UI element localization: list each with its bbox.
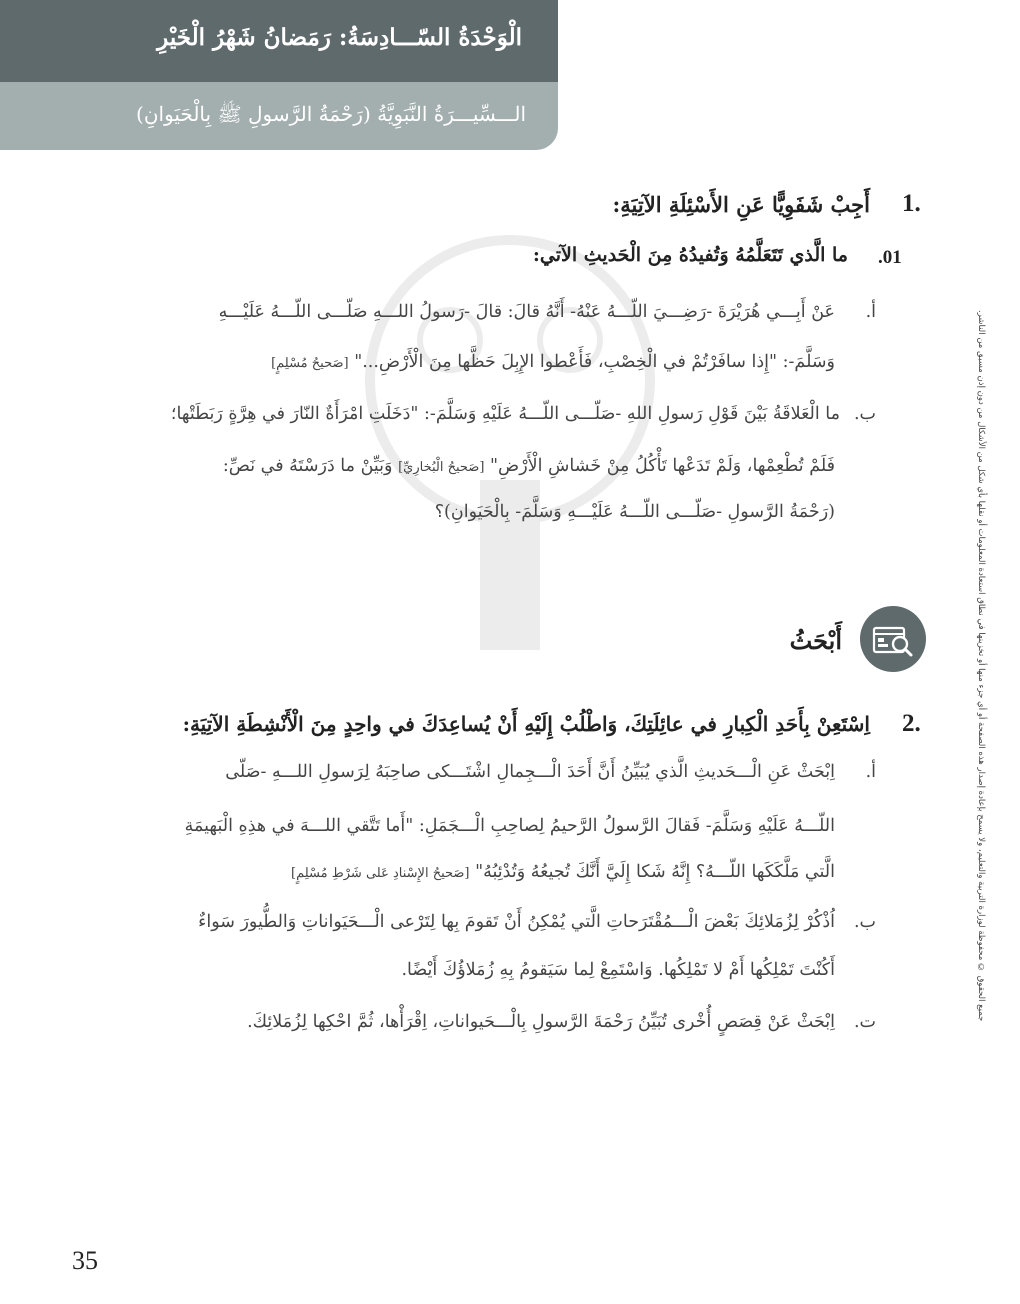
item-marker: ت. — [853, 1012, 876, 1032]
section-1-title: أَجِبْ شَفَوِيًّا عَنِ الأَسْئِلَةِ الآتِيَةِ: — [612, 192, 870, 217]
page-number: 35 — [72, 1246, 98, 1275]
question-01-number: .01 — [878, 247, 902, 268]
activity-line: أَكُنْتَ تَمْلِكُها أَمْ لا تَمْلِكُها. وَاسْتَمِعْ لِما سَيَقومُ بِهِ زُمَلاؤُكَ أَيْضًا. — [401, 960, 835, 980]
hadith-line: عَنْ أَبِـــي هُرَيْرَةَ -رَضِـــيَ اللّـــهُ عَنْهُ- أَنَّهُ قالَ: قالَ -رَسولُ اللـــهِ صَلّـــى اللّـــهُ عَلَيْـــهِ — [218, 302, 835, 322]
activity-line: اِبْحَثْ عَنِ الْـــحَديثِ الَّذي يُبَيِّنُ أَنَّ أَحَدَ الْـــجِمالِ اشْتَـــكى صاحِبَهُ لِرَسولِ اللـــهِ -صَلّى — [225, 762, 835, 782]
hadith-text: وَسَلَّمَ-: "إِذا سافَرْتُمْ في الْخِصْبِ، فَأَعْطوا الإِبِلَ حَظَّها مِنَ الْأَرْضِ..." — [354, 352, 835, 372]
search-folder-icon — [860, 606, 926, 672]
section-2-title: اِسْتَعِنْ بِأَحَدِ الْكِبارِ في عائِلَتِكَ، وَاطْلُبْ إِلَيْهِ أَنْ يُساعِدَكَ في واحِدٍ مِنَ الْأَنْشِطَةِ الآتِيَةِ: — [182, 712, 870, 736]
lesson-header-bar — [0, 82, 558, 150]
question-text: فَلَمْ تُطْعِمْها، وَلَمْ تَدَعْها تَأْكُلُ مِنْ خَشاشِ الْأَرْضِ" — [489, 456, 835, 476]
unit-header-bar — [0, 0, 558, 82]
activity-line: اللّـــهُ عَلَيْهِ وَسَلَّمَ- فَقالَ الرَّسولُ الرَّحيمُ لِصاحِبِ الْـــجَمَلِ: "أَما تَتَّقي اللـــهَ في هذِهِ الْبَهيمَةِ — [184, 816, 835, 836]
section-2-number: 2. — [902, 710, 921, 737]
question-line: (رَحْمَةُ الرَّسولِ -صَلّـــى اللّـــهُ عَلَيْـــهِ وَسَلَّمَ- بِالْحَيَوانِ)؟ — [434, 502, 835, 522]
question-line — [223, 456, 835, 476]
item-marker: أ. — [865, 762, 876, 782]
copyright-note: جميع الحقوق © محفوظة لوزارة التربية والتعليم، ولا يسمح بإعادة إصدار هذه الصفحة أو أي جزء منها أو تخزينها في نطاق استعادة المعلومات أو نقلها بأي شكل من الأشكال من دون إذن مسبق من الناشر. — [976, 310, 986, 1022]
activity-line — [291, 862, 835, 882]
activity-text: الَّتي مَلَّكَكَها اللّـــهُ؟ إِنَّهُ شَكا إِلَيَّ أَنَّكَ تُجيعُهُ وَتُدْئِبُهُ" — [475, 862, 835, 882]
section-1-number: 1. — [902, 190, 921, 217]
hadith-reference: [صَحيحُ مُسْلِمٍ] — [271, 356, 349, 371]
hadith-reference: [صَحيحُ الْبُخارِيِّ] — [398, 460, 485, 475]
hadith-reference: [صَحيحُ الإِسْنادِ عَلى شَرْطِ مُسْلِمٍ] — [291, 866, 470, 881]
research-badge — [860, 606, 926, 672]
question-line: ما الْعَلاقَةُ بَيْنَ قَوْلِ رَسولِ اللهِ -صَلّـــى اللّـــهُ عَلَيْهِ وَسَلَّمَ-: "دَخَلَتِ امْرَأَةٌ النّارَ في هِرَّةٍ رَبَطَتْها؛ — [170, 404, 840, 424]
activity-line: اِبْحَثْ عَنْ قِصَصٍ أُخْرى تُبَيِّنُ رَحْمَةَ الرَّسولِ بِالْـــحَيواناتِ، اِقْرَأْها، ثُمَّ احْكِها لِزُمَلائِكَ. — [247, 1012, 835, 1032]
item-marker: ب. — [853, 912, 876, 932]
question-text: وَبَيِّنْ ما دَرَسْتَهُ في نَصِّ: — [222, 456, 393, 476]
unit-title: الْوَحْدَةُ السّـــادِسَةُ: رَمَضانُ شَهْرُ الْخَيْرِ — [157, 24, 522, 51]
hadith-line — [271, 352, 835, 372]
lesson-title: الـــسِّيـــرَةُ النَّبَوِيَّةُ (رَحْمَةُ الرَّسولِ ﷺ بِالْحَيَوانِ) — [136, 102, 526, 126]
item-marker: أ. — [865, 302, 876, 322]
activity-line: اُذْكُرْ لِزُمَلائِكَ بَعْضَ الْـــمُقْتَرَحاتِ الَّتي يُمْكِنُ أَنْ تَقومَ بِها لِتَرْعى الْـــحَيَواناتِ وَالطُّيورَ سَواءٌ — [198, 912, 835, 932]
tree-watermark-icon — [330, 230, 690, 650]
item-marker: ب. — [853, 404, 876, 424]
question-01-title: ما الَّذي تَتَعَلَّمُهُ وَتُفيدُهُ مِنَ الْحَديثِ الآتي: — [532, 244, 848, 266]
research-label: أَبْحَثُ — [789, 626, 842, 655]
